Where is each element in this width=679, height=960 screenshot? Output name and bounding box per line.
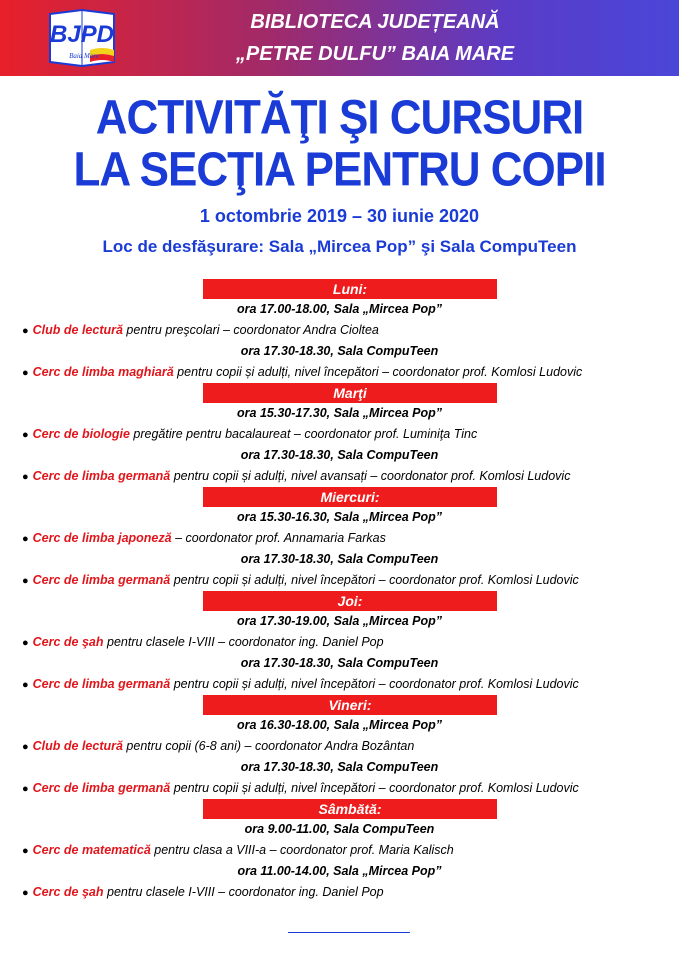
activity-item xyxy=(0,570,679,591)
day-header: Joi: xyxy=(203,591,497,611)
activity-details: pentru copii și adulți, nivel începători – coordonator prof. Komlosi Ludovic xyxy=(170,677,579,691)
time-slot: ora 17.30-18.30, Sala CompuTeen xyxy=(240,656,439,670)
header-banner xyxy=(0,0,679,76)
bullet-icon: ● xyxy=(22,575,29,587)
time-slot: ora 17.30-18.30, Sala CompuTeen xyxy=(240,344,439,358)
activity-details: pentru copii și adulți, nivel avansați – coordonator prof. Komlosi Ludovic xyxy=(170,469,571,483)
time-slot: ora 17.30-18.30, Sala CompuTeen xyxy=(240,760,439,774)
page-title-line2: LA SECŢIA PENTRU COPII xyxy=(73,142,606,197)
activity-name: Cerc de limba germană xyxy=(32,677,171,691)
day-header: Marţi xyxy=(203,383,497,403)
activity-item xyxy=(0,424,679,445)
activity-name: Cerc de biologie xyxy=(32,427,130,441)
date-range: 1 octombrie 2019 – 30 iunie 2020 xyxy=(199,206,480,226)
divider xyxy=(288,932,410,933)
activity-name: Cerc de matematică xyxy=(32,843,151,857)
header-line1: BIBLIOTECA JUDEȚEANĂ xyxy=(250,11,500,33)
activity-name: Cerc de şah xyxy=(32,635,104,649)
bullet-icon: ● xyxy=(22,429,29,441)
bullet-icon: ● xyxy=(22,741,29,753)
activity-item xyxy=(0,778,679,799)
activity-name: Cerc de limba germană xyxy=(32,781,171,795)
activity-details: pentru clasele I-VIII – coordonator ing. Daniel Pop xyxy=(103,635,384,649)
activity-details: pentru copii și adulți, nivel începători – coordonator prof. Komlosi Ludovic xyxy=(170,781,579,795)
activity-details: pentru preşcolari – coordonator Andra Cioltea xyxy=(122,323,379,337)
location-text: Loc de desfăşurare: Sala „Mircea Pop” şi Sala CompuTeen xyxy=(102,237,577,256)
activity-details: pentru clasa a VIII-a – coordonator prof. Maria Kalisch xyxy=(150,843,454,857)
bullet-icon: ● xyxy=(22,367,29,379)
activity-name: Cerc de limba germană xyxy=(32,573,171,587)
time-slot: ora 15.30-17.30, Sala „Mircea Pop” xyxy=(237,406,442,420)
time-slot: ora 16.30-18.00, Sala „Mircea Pop” xyxy=(237,718,442,732)
activity-details: – coordonator prof. Annamaria Farkas xyxy=(171,531,386,545)
header-line2: „PETRE DULFU” BAIA MARE xyxy=(235,43,515,65)
bullet-icon: ● xyxy=(22,845,29,857)
activity-name: Cerc de limba maghiară xyxy=(32,365,174,379)
page-title-line1: ACTIVITĂŢI ŞI CURSURI xyxy=(95,90,584,145)
activity-item xyxy=(0,674,679,695)
bullet-icon: ● xyxy=(22,325,29,337)
time-slot: ora 17.30-18.30, Sala CompuTeen xyxy=(240,552,439,566)
time-slot: ora 17.00-18.00, Sala „Mircea Pop” xyxy=(237,302,442,316)
time-slot: ora 9.00-11.00, Sala CompuTeen xyxy=(244,822,435,836)
activity-item xyxy=(0,882,679,903)
activity-item xyxy=(0,736,679,757)
bullet-icon: ● xyxy=(22,471,29,483)
library-logo xyxy=(44,6,120,70)
activity-details: pregătire pentru bacalaureat – coordonator prof. Luminiţa Tinc xyxy=(129,427,478,441)
activity-item xyxy=(0,840,679,861)
time-slot: ora 17.30-18.30, Sala CompuTeen xyxy=(240,448,439,462)
svg-text:Baia Mare: Baia Mare xyxy=(69,52,99,60)
bullet-icon: ● xyxy=(22,637,29,649)
bullet-icon: ● xyxy=(22,679,29,691)
activity-details: pentru copii (6-8 ani) – coordonator Andra Bozântan xyxy=(122,739,415,753)
activity-item xyxy=(0,362,679,383)
day-header: Vineri: xyxy=(203,695,497,715)
day-header: Sâmbătă: xyxy=(203,799,497,819)
activity-item xyxy=(0,320,679,341)
activity-item xyxy=(0,528,679,549)
activity-item xyxy=(0,632,679,653)
time-slot: ora 15.30-16.30, Sala „Mircea Pop” xyxy=(237,510,442,524)
bullet-icon: ● xyxy=(22,533,29,545)
activity-name: Club de lectură xyxy=(32,323,123,337)
activity-details: pentru copii și adulți, nivel începători – coordonator prof. Komlosi Ludovic xyxy=(173,365,583,379)
activity-details: pentru clasele I-VIII – coordonator ing. Daniel Pop xyxy=(103,885,384,899)
activity-name: Cerc de limba germană xyxy=(32,469,171,483)
svg-text:BJPD: BJPD xyxy=(49,21,115,48)
activity-name: Cerc de limba japoneză xyxy=(32,531,172,545)
activity-name: Cerc de şah xyxy=(32,885,104,899)
time-slot: ora 11.00-14.00, Sala „Mircea Pop” xyxy=(237,864,442,878)
schedule xyxy=(0,279,679,903)
bullet-icon: ● xyxy=(22,887,29,899)
day-header: Miercuri: xyxy=(203,487,497,507)
activity-name: Club de lectură xyxy=(32,739,123,753)
time-slot: ora 17.30-19.00, Sala „Mircea Pop” xyxy=(237,614,442,628)
day-header: Luni: xyxy=(203,279,497,299)
bullet-icon: ● xyxy=(22,783,29,795)
activity-item xyxy=(0,466,679,487)
activity-details: pentru copii și adulți, nivel începători – coordonator prof. Komlosi Ludovic xyxy=(170,573,579,587)
